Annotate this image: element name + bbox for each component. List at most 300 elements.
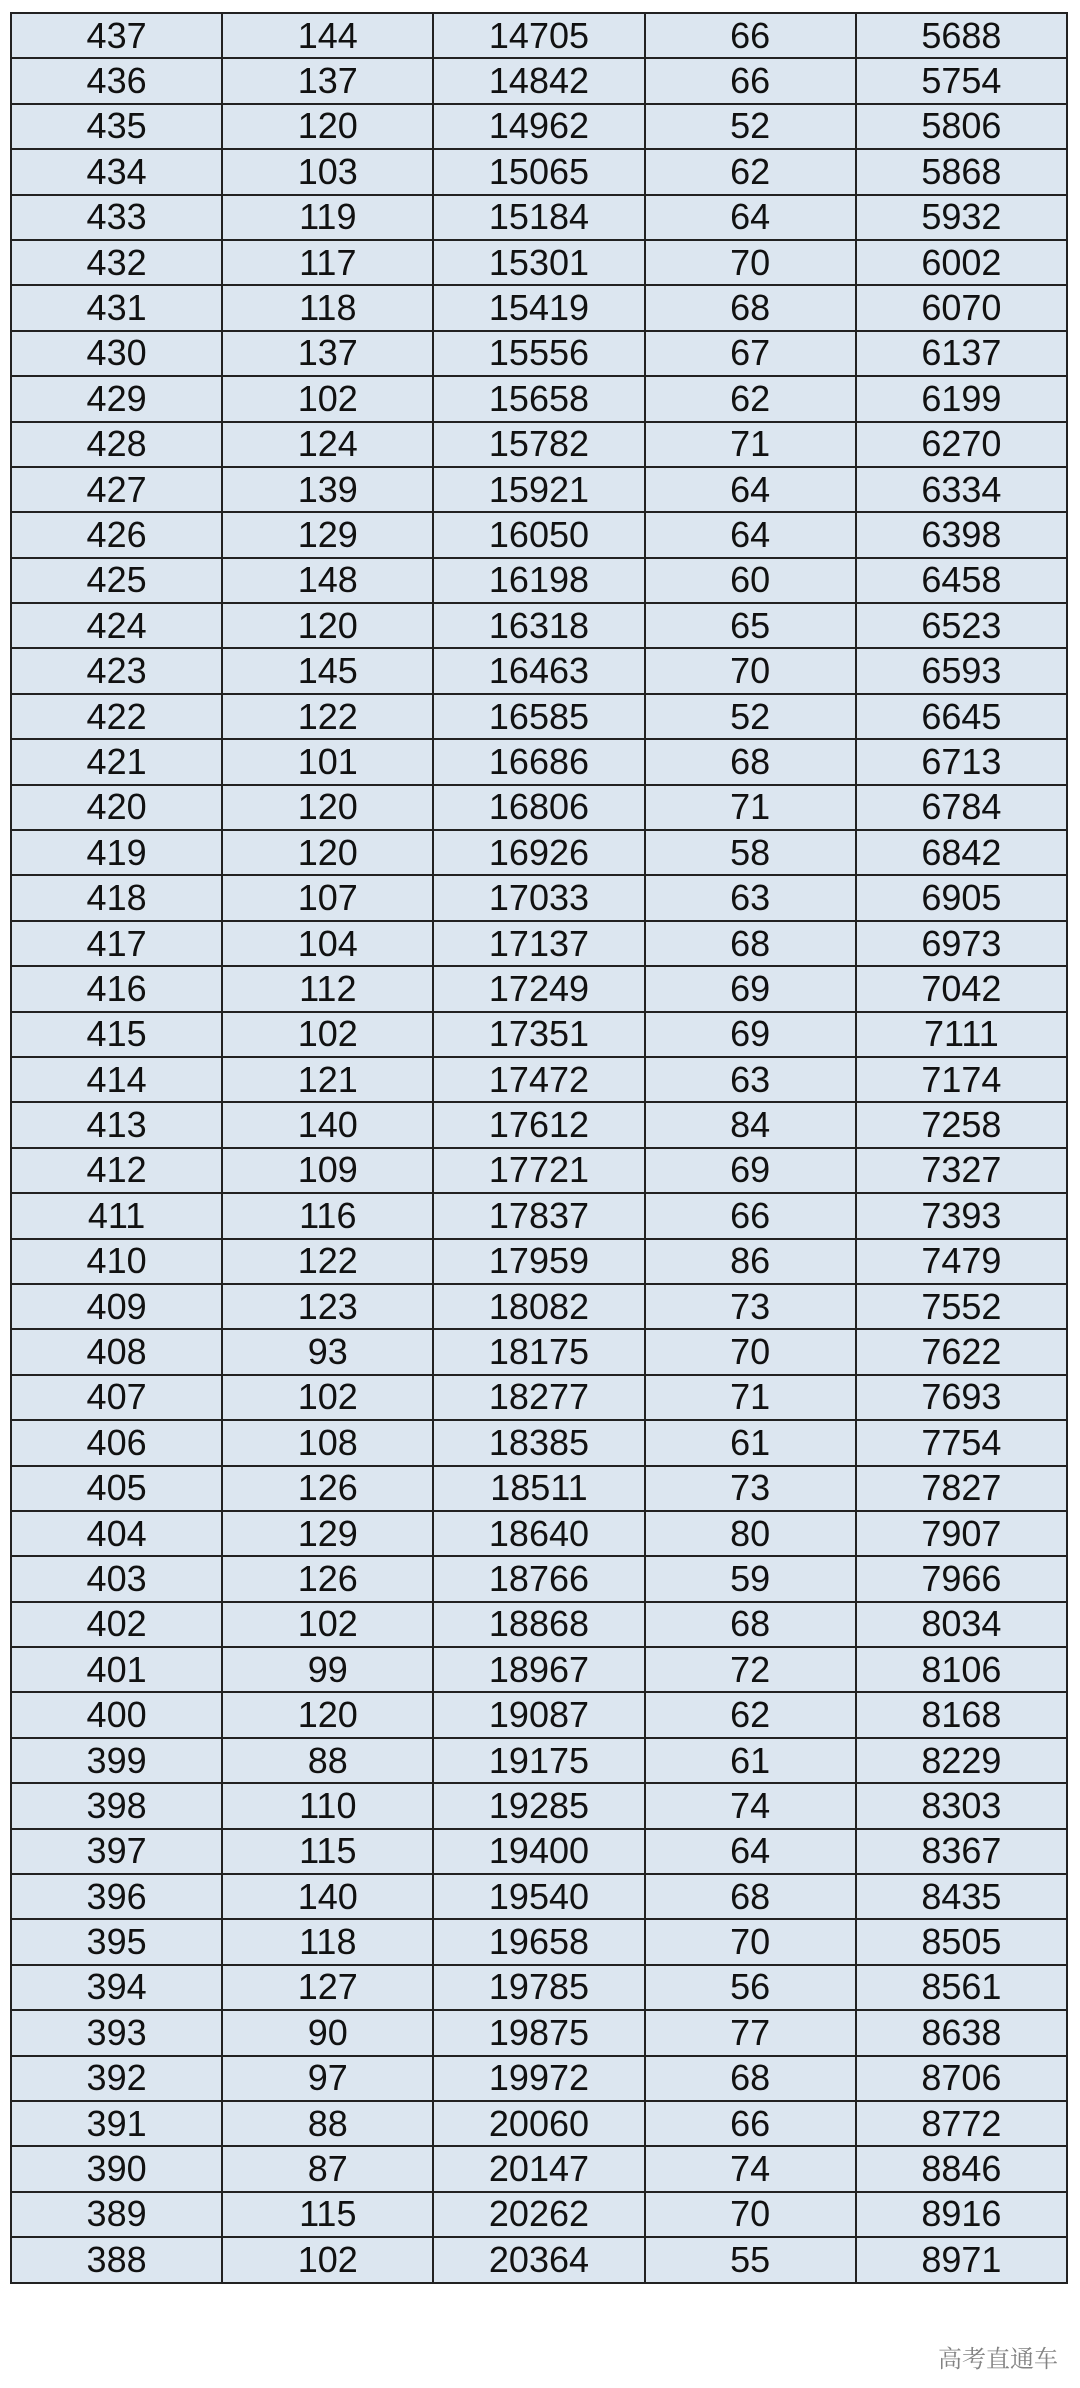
table-cell: 394 bbox=[11, 1965, 222, 2010]
table-cell: 126 bbox=[222, 1466, 433, 1511]
table-cell: 108 bbox=[222, 1420, 433, 1465]
table-cell: 61 bbox=[645, 1738, 856, 1783]
table-cell: 7966 bbox=[856, 1556, 1067, 1601]
table-cell: 6523 bbox=[856, 603, 1067, 648]
table-cell: 7907 bbox=[856, 1511, 1067, 1556]
table-cell: 417 bbox=[11, 921, 222, 966]
table-row bbox=[11, 1012, 1067, 1057]
table-cell: 8916 bbox=[856, 2192, 1067, 2237]
table-cell: 121 bbox=[222, 1057, 433, 1102]
table-row bbox=[11, 1647, 1067, 1692]
table-cell: 8034 bbox=[856, 1602, 1067, 1647]
table-cell: 389 bbox=[11, 2192, 222, 2237]
table-cell: 62 bbox=[645, 1692, 856, 1737]
table-cell: 8106 bbox=[856, 1647, 1067, 1692]
table-cell: 7827 bbox=[856, 1466, 1067, 1511]
table-cell: 433 bbox=[11, 195, 222, 240]
table-cell: 140 bbox=[222, 1874, 433, 1919]
table-cell: 68 bbox=[645, 2056, 856, 2101]
table-row bbox=[11, 2192, 1067, 2237]
table-cell: 434 bbox=[11, 149, 222, 194]
table-cell: 16318 bbox=[433, 603, 644, 648]
table-row bbox=[11, 1284, 1067, 1329]
table-cell: 16198 bbox=[433, 558, 644, 603]
table-cell: 64 bbox=[645, 512, 856, 557]
table-row bbox=[11, 2056, 1067, 2101]
table-cell: 20262 bbox=[433, 2192, 644, 2237]
table-cell: 18385 bbox=[433, 1420, 644, 1465]
table-cell: 14842 bbox=[433, 58, 644, 103]
table-cell: 127 bbox=[222, 1965, 433, 2010]
table-row bbox=[11, 1329, 1067, 1374]
table-cell: 17721 bbox=[433, 1148, 644, 1193]
table-cell: 87 bbox=[222, 2146, 433, 2191]
table-cell: 7479 bbox=[856, 1239, 1067, 1284]
table-cell: 390 bbox=[11, 2146, 222, 2191]
table-cell: 15556 bbox=[433, 331, 644, 376]
table-row bbox=[11, 467, 1067, 512]
table-cell: 6398 bbox=[856, 512, 1067, 557]
table-cell: 58 bbox=[645, 830, 856, 875]
table-cell: 61 bbox=[645, 1420, 856, 1465]
table-cell: 6002 bbox=[856, 240, 1067, 285]
table-cell: 116 bbox=[222, 1193, 433, 1238]
table-cell: 18868 bbox=[433, 1602, 644, 1647]
table-row bbox=[11, 1556, 1067, 1601]
table-cell: 8706 bbox=[856, 2056, 1067, 2101]
table-cell: 19285 bbox=[433, 1783, 644, 1828]
table-cell: 418 bbox=[11, 875, 222, 920]
table-row bbox=[11, 1965, 1067, 2010]
table-cell: 415 bbox=[11, 1012, 222, 1057]
table-cell: 64 bbox=[645, 467, 856, 512]
table-row bbox=[11, 2237, 1067, 2282]
table-cell: 424 bbox=[11, 603, 222, 648]
table-cell: 102 bbox=[222, 1375, 433, 1420]
table-cell: 19972 bbox=[433, 2056, 644, 2101]
table-cell: 395 bbox=[11, 1919, 222, 1964]
table-cell: 120 bbox=[222, 830, 433, 875]
table-cell: 6842 bbox=[856, 830, 1067, 875]
table-cell: 409 bbox=[11, 1284, 222, 1329]
table-cell: 8505 bbox=[856, 1919, 1067, 1964]
watermark: 高考直通车 bbox=[938, 2345, 1058, 2373]
table-cell: 410 bbox=[11, 1239, 222, 1284]
table-cell: 15065 bbox=[433, 149, 644, 194]
table-cell: 421 bbox=[11, 739, 222, 784]
table-cell: 392 bbox=[11, 2056, 222, 2101]
table-cell: 6645 bbox=[856, 694, 1067, 739]
table-cell: 8168 bbox=[856, 1692, 1067, 1737]
table-cell: 126 bbox=[222, 1556, 433, 1601]
table-cell: 428 bbox=[11, 422, 222, 467]
table-cell: 19875 bbox=[433, 2010, 644, 2055]
table-cell: 397 bbox=[11, 1829, 222, 1874]
table-row bbox=[11, 1420, 1067, 1465]
table-cell: 97 bbox=[222, 2056, 433, 2101]
table-cell: 5868 bbox=[856, 149, 1067, 194]
table-row bbox=[11, 1829, 1067, 1874]
table-cell: 6593 bbox=[856, 648, 1067, 693]
table-cell: 123 bbox=[222, 1284, 433, 1329]
table-cell: 17837 bbox=[433, 1193, 644, 1238]
table-cell: 70 bbox=[645, 2192, 856, 2237]
table-cell: 70 bbox=[645, 1919, 856, 1964]
table-cell: 59 bbox=[645, 1556, 856, 1601]
table-cell: 62 bbox=[645, 149, 856, 194]
table-cell: 102 bbox=[222, 1012, 433, 1057]
table-row bbox=[11, 1783, 1067, 1828]
table-cell: 120 bbox=[222, 1692, 433, 1737]
table-cell: 8971 bbox=[856, 2237, 1067, 2282]
table-row bbox=[11, 966, 1067, 1011]
table-cell: 90 bbox=[222, 2010, 433, 2055]
table-cell: 7327 bbox=[856, 1148, 1067, 1193]
table-row bbox=[11, 648, 1067, 693]
table-cell: 436 bbox=[11, 58, 222, 103]
table-row bbox=[11, 603, 1067, 648]
table-cell: 16686 bbox=[433, 739, 644, 784]
table-cell: 52 bbox=[645, 104, 856, 149]
table-cell: 124 bbox=[222, 422, 433, 467]
table-cell: 412 bbox=[11, 1148, 222, 1193]
table-row bbox=[11, 2101, 1067, 2146]
table-cell: 101 bbox=[222, 739, 433, 784]
table-cell: 414 bbox=[11, 1057, 222, 1102]
table-cell: 7111 bbox=[856, 1012, 1067, 1057]
table-row bbox=[11, 149, 1067, 194]
table-cell: 102 bbox=[222, 1602, 433, 1647]
table-cell: 423 bbox=[11, 648, 222, 693]
table-cell: 72 bbox=[645, 1647, 856, 1692]
table-cell: 129 bbox=[222, 512, 433, 557]
score-table bbox=[10, 12, 1068, 2284]
table-cell: 69 bbox=[645, 1012, 856, 1057]
table-cell: 7042 bbox=[856, 966, 1067, 1011]
table-cell: 6270 bbox=[856, 422, 1067, 467]
table-row bbox=[11, 1239, 1067, 1284]
table-cell: 17612 bbox=[433, 1102, 644, 1147]
table-cell: 129 bbox=[222, 1511, 433, 1556]
table-cell: 74 bbox=[645, 2146, 856, 2191]
table-cell: 148 bbox=[222, 558, 433, 603]
score-table-container bbox=[10, 12, 1068, 2284]
table-cell: 66 bbox=[645, 2101, 856, 2146]
table-cell: 17249 bbox=[433, 966, 644, 1011]
table-cell: 435 bbox=[11, 104, 222, 149]
table-cell: 7693 bbox=[856, 1375, 1067, 1420]
table-cell: 107 bbox=[222, 875, 433, 920]
table-cell: 120 bbox=[222, 603, 433, 648]
table-cell: 7174 bbox=[856, 1057, 1067, 1102]
table-cell: 115 bbox=[222, 1829, 433, 1874]
table-row bbox=[11, 1511, 1067, 1556]
table-cell: 15184 bbox=[433, 195, 644, 240]
table-cell: 140 bbox=[222, 1102, 433, 1147]
table-cell: 66 bbox=[645, 58, 856, 103]
table-cell: 402 bbox=[11, 1602, 222, 1647]
table-cell: 139 bbox=[222, 467, 433, 512]
table-cell: 5688 bbox=[856, 13, 1067, 58]
table-cell: 120 bbox=[222, 104, 433, 149]
table-cell: 122 bbox=[222, 694, 433, 739]
score-table-body bbox=[11, 13, 1067, 2283]
table-cell: 18511 bbox=[433, 1466, 644, 1511]
table-cell: 18640 bbox=[433, 1511, 644, 1556]
table-cell: 416 bbox=[11, 966, 222, 1011]
table-cell: 66 bbox=[645, 1193, 856, 1238]
table-row bbox=[11, 13, 1067, 58]
table-cell: 404 bbox=[11, 1511, 222, 1556]
table-cell: 137 bbox=[222, 331, 433, 376]
table-cell: 8229 bbox=[856, 1738, 1067, 1783]
table-row bbox=[11, 58, 1067, 103]
table-cell: 56 bbox=[645, 1965, 856, 2010]
table-cell: 411 bbox=[11, 1193, 222, 1238]
table-cell: 7258 bbox=[856, 1102, 1067, 1147]
table-cell: 15419 bbox=[433, 285, 644, 330]
table-cell: 103 bbox=[222, 149, 433, 194]
table-cell: 145 bbox=[222, 648, 433, 693]
table-row bbox=[11, 830, 1067, 875]
table-cell: 6199 bbox=[856, 376, 1067, 421]
table-cell: 68 bbox=[645, 1874, 856, 1919]
table-cell: 5754 bbox=[856, 58, 1067, 103]
table-cell: 407 bbox=[11, 1375, 222, 1420]
table-cell: 122 bbox=[222, 1239, 433, 1284]
table-cell: 17472 bbox=[433, 1057, 644, 1102]
table-cell: 16463 bbox=[433, 648, 644, 693]
table-row bbox=[11, 1874, 1067, 1919]
table-cell: 68 bbox=[645, 285, 856, 330]
table-row bbox=[11, 1102, 1067, 1147]
table-cell: 71 bbox=[645, 785, 856, 830]
table-cell: 102 bbox=[222, 376, 433, 421]
table-cell: 14705 bbox=[433, 13, 644, 58]
table-row bbox=[11, 1193, 1067, 1238]
table-cell: 68 bbox=[645, 1602, 856, 1647]
table-cell: 63 bbox=[645, 1057, 856, 1102]
table-cell: 66 bbox=[645, 13, 856, 58]
table-cell: 70 bbox=[645, 1329, 856, 1374]
table-cell: 86 bbox=[645, 1239, 856, 1284]
table-cell: 405 bbox=[11, 1466, 222, 1511]
table-cell: 431 bbox=[11, 285, 222, 330]
table-cell: 74 bbox=[645, 1783, 856, 1828]
table-cell: 429 bbox=[11, 376, 222, 421]
table-row bbox=[11, 285, 1067, 330]
table-cell: 104 bbox=[222, 921, 433, 966]
table-cell: 60 bbox=[645, 558, 856, 603]
table-cell: 16585 bbox=[433, 694, 644, 739]
table-row bbox=[11, 1738, 1067, 1783]
table-cell: 403 bbox=[11, 1556, 222, 1601]
table-cell: 393 bbox=[11, 2010, 222, 2055]
table-cell: 52 bbox=[645, 694, 856, 739]
table-cell: 6334 bbox=[856, 467, 1067, 512]
table-cell: 7622 bbox=[856, 1329, 1067, 1374]
table-cell: 425 bbox=[11, 558, 222, 603]
table-cell: 71 bbox=[645, 422, 856, 467]
table-cell: 73 bbox=[645, 1466, 856, 1511]
table-cell: 408 bbox=[11, 1329, 222, 1374]
table-cell: 20364 bbox=[433, 2237, 644, 2282]
table-cell: 17033 bbox=[433, 875, 644, 920]
table-cell: 427 bbox=[11, 467, 222, 512]
table-cell: 69 bbox=[645, 966, 856, 1011]
table-cell: 16050 bbox=[433, 512, 644, 557]
table-cell: 406 bbox=[11, 1420, 222, 1465]
table-row bbox=[11, 1919, 1067, 1964]
table-row bbox=[11, 785, 1067, 830]
table-cell: 64 bbox=[645, 195, 856, 240]
table-row bbox=[11, 875, 1067, 920]
table-cell: 400 bbox=[11, 1692, 222, 1737]
table-cell: 20060 bbox=[433, 2101, 644, 2146]
table-cell: 413 bbox=[11, 1102, 222, 1147]
table-cell: 68 bbox=[645, 739, 856, 784]
table-cell: 73 bbox=[645, 1284, 856, 1329]
table-cell: 8435 bbox=[856, 1874, 1067, 1919]
table-cell: 69 bbox=[645, 1148, 856, 1193]
table-cell: 110 bbox=[222, 1783, 433, 1828]
table-cell: 388 bbox=[11, 2237, 222, 2282]
table-cell: 15782 bbox=[433, 422, 644, 467]
table-cell: 15301 bbox=[433, 240, 644, 285]
table-cell: 17137 bbox=[433, 921, 644, 966]
table-cell: 399 bbox=[11, 1738, 222, 1783]
table-cell: 17351 bbox=[433, 1012, 644, 1057]
table-cell: 70 bbox=[645, 648, 856, 693]
table-cell: 55 bbox=[645, 2237, 856, 2282]
table-cell: 8638 bbox=[856, 2010, 1067, 2055]
table-cell: 112 bbox=[222, 966, 433, 1011]
table-cell: 93 bbox=[222, 1329, 433, 1374]
table-cell: 118 bbox=[222, 285, 433, 330]
table-cell: 102 bbox=[222, 2237, 433, 2282]
table-cell: 422 bbox=[11, 694, 222, 739]
table-cell: 5932 bbox=[856, 195, 1067, 240]
table-row bbox=[11, 921, 1067, 966]
table-cell: 18175 bbox=[433, 1329, 644, 1374]
table-row bbox=[11, 739, 1067, 784]
table-cell: 109 bbox=[222, 1148, 433, 1193]
table-row bbox=[11, 1375, 1067, 1420]
table-cell: 437 bbox=[11, 13, 222, 58]
table-cell: 65 bbox=[645, 603, 856, 648]
table-cell: 80 bbox=[645, 1511, 856, 1556]
table-cell: 18766 bbox=[433, 1556, 644, 1601]
table-row bbox=[11, 376, 1067, 421]
table-cell: 6905 bbox=[856, 875, 1067, 920]
table-cell: 6070 bbox=[856, 285, 1067, 330]
table-cell: 7754 bbox=[856, 1420, 1067, 1465]
table-cell: 19785 bbox=[433, 1965, 644, 2010]
table-cell: 5806 bbox=[856, 104, 1067, 149]
table-row bbox=[11, 1057, 1067, 1102]
table-cell: 19400 bbox=[433, 1829, 644, 1874]
table-cell: 391 bbox=[11, 2101, 222, 2146]
table-cell: 118 bbox=[222, 1919, 433, 1964]
table-cell: 419 bbox=[11, 830, 222, 875]
table-cell: 6784 bbox=[856, 785, 1067, 830]
table-cell: 137 bbox=[222, 58, 433, 103]
table-row bbox=[11, 195, 1067, 240]
table-cell: 15658 bbox=[433, 376, 644, 421]
table-row bbox=[11, 104, 1067, 149]
table-cell: 99 bbox=[222, 1647, 433, 1692]
table-row bbox=[11, 2146, 1067, 2191]
table-cell: 67 bbox=[645, 331, 856, 376]
table-row bbox=[11, 240, 1067, 285]
table-cell: 117 bbox=[222, 240, 433, 285]
table-row bbox=[11, 512, 1067, 557]
table-cell: 77 bbox=[645, 2010, 856, 2055]
table-cell: 7393 bbox=[856, 1193, 1067, 1238]
table-cell: 396 bbox=[11, 1874, 222, 1919]
table-cell: 14962 bbox=[433, 104, 644, 149]
table-cell: 8846 bbox=[856, 2146, 1067, 2191]
table-cell: 16806 bbox=[433, 785, 644, 830]
table-row bbox=[11, 422, 1067, 467]
table-cell: 144 bbox=[222, 13, 433, 58]
table-cell: 63 bbox=[645, 875, 856, 920]
table-row bbox=[11, 1692, 1067, 1737]
table-row bbox=[11, 558, 1067, 603]
table-cell: 401 bbox=[11, 1647, 222, 1692]
table-cell: 8367 bbox=[856, 1829, 1067, 1874]
table-cell: 420 bbox=[11, 785, 222, 830]
table-cell: 84 bbox=[645, 1102, 856, 1147]
table-cell: 19658 bbox=[433, 1919, 644, 1964]
table-cell: 18967 bbox=[433, 1647, 644, 1692]
table-cell: 8303 bbox=[856, 1783, 1067, 1828]
table-cell: 7552 bbox=[856, 1284, 1067, 1329]
table-row bbox=[11, 1148, 1067, 1193]
table-cell: 6713 bbox=[856, 739, 1067, 784]
table-cell: 430 bbox=[11, 331, 222, 376]
table-cell: 19175 bbox=[433, 1738, 644, 1783]
table-cell: 19087 bbox=[433, 1692, 644, 1737]
table-cell: 71 bbox=[645, 1375, 856, 1420]
table-cell: 432 bbox=[11, 240, 222, 285]
table-row bbox=[11, 1602, 1067, 1647]
table-cell: 64 bbox=[645, 1829, 856, 1874]
table-cell: 15921 bbox=[433, 467, 644, 512]
table-cell: 119 bbox=[222, 195, 433, 240]
table-cell: 6137 bbox=[856, 331, 1067, 376]
table-cell: 6973 bbox=[856, 921, 1067, 966]
table-row bbox=[11, 694, 1067, 739]
table-row bbox=[11, 1466, 1067, 1511]
table-cell: 17959 bbox=[433, 1239, 644, 1284]
table-cell: 70 bbox=[645, 240, 856, 285]
table-cell: 8561 bbox=[856, 1965, 1067, 2010]
table-cell: 19540 bbox=[433, 1874, 644, 1919]
table-cell: 426 bbox=[11, 512, 222, 557]
table-cell: 120 bbox=[222, 785, 433, 830]
table-cell: 68 bbox=[645, 921, 856, 966]
table-cell: 18277 bbox=[433, 1375, 644, 1420]
table-cell: 88 bbox=[222, 2101, 433, 2146]
table-cell: 20147 bbox=[433, 2146, 644, 2191]
table-row bbox=[11, 2010, 1067, 2055]
table-cell: 8772 bbox=[856, 2101, 1067, 2146]
table-cell: 16926 bbox=[433, 830, 644, 875]
table-row bbox=[11, 331, 1067, 376]
table-cell: 62 bbox=[645, 376, 856, 421]
table-cell: 398 bbox=[11, 1783, 222, 1828]
